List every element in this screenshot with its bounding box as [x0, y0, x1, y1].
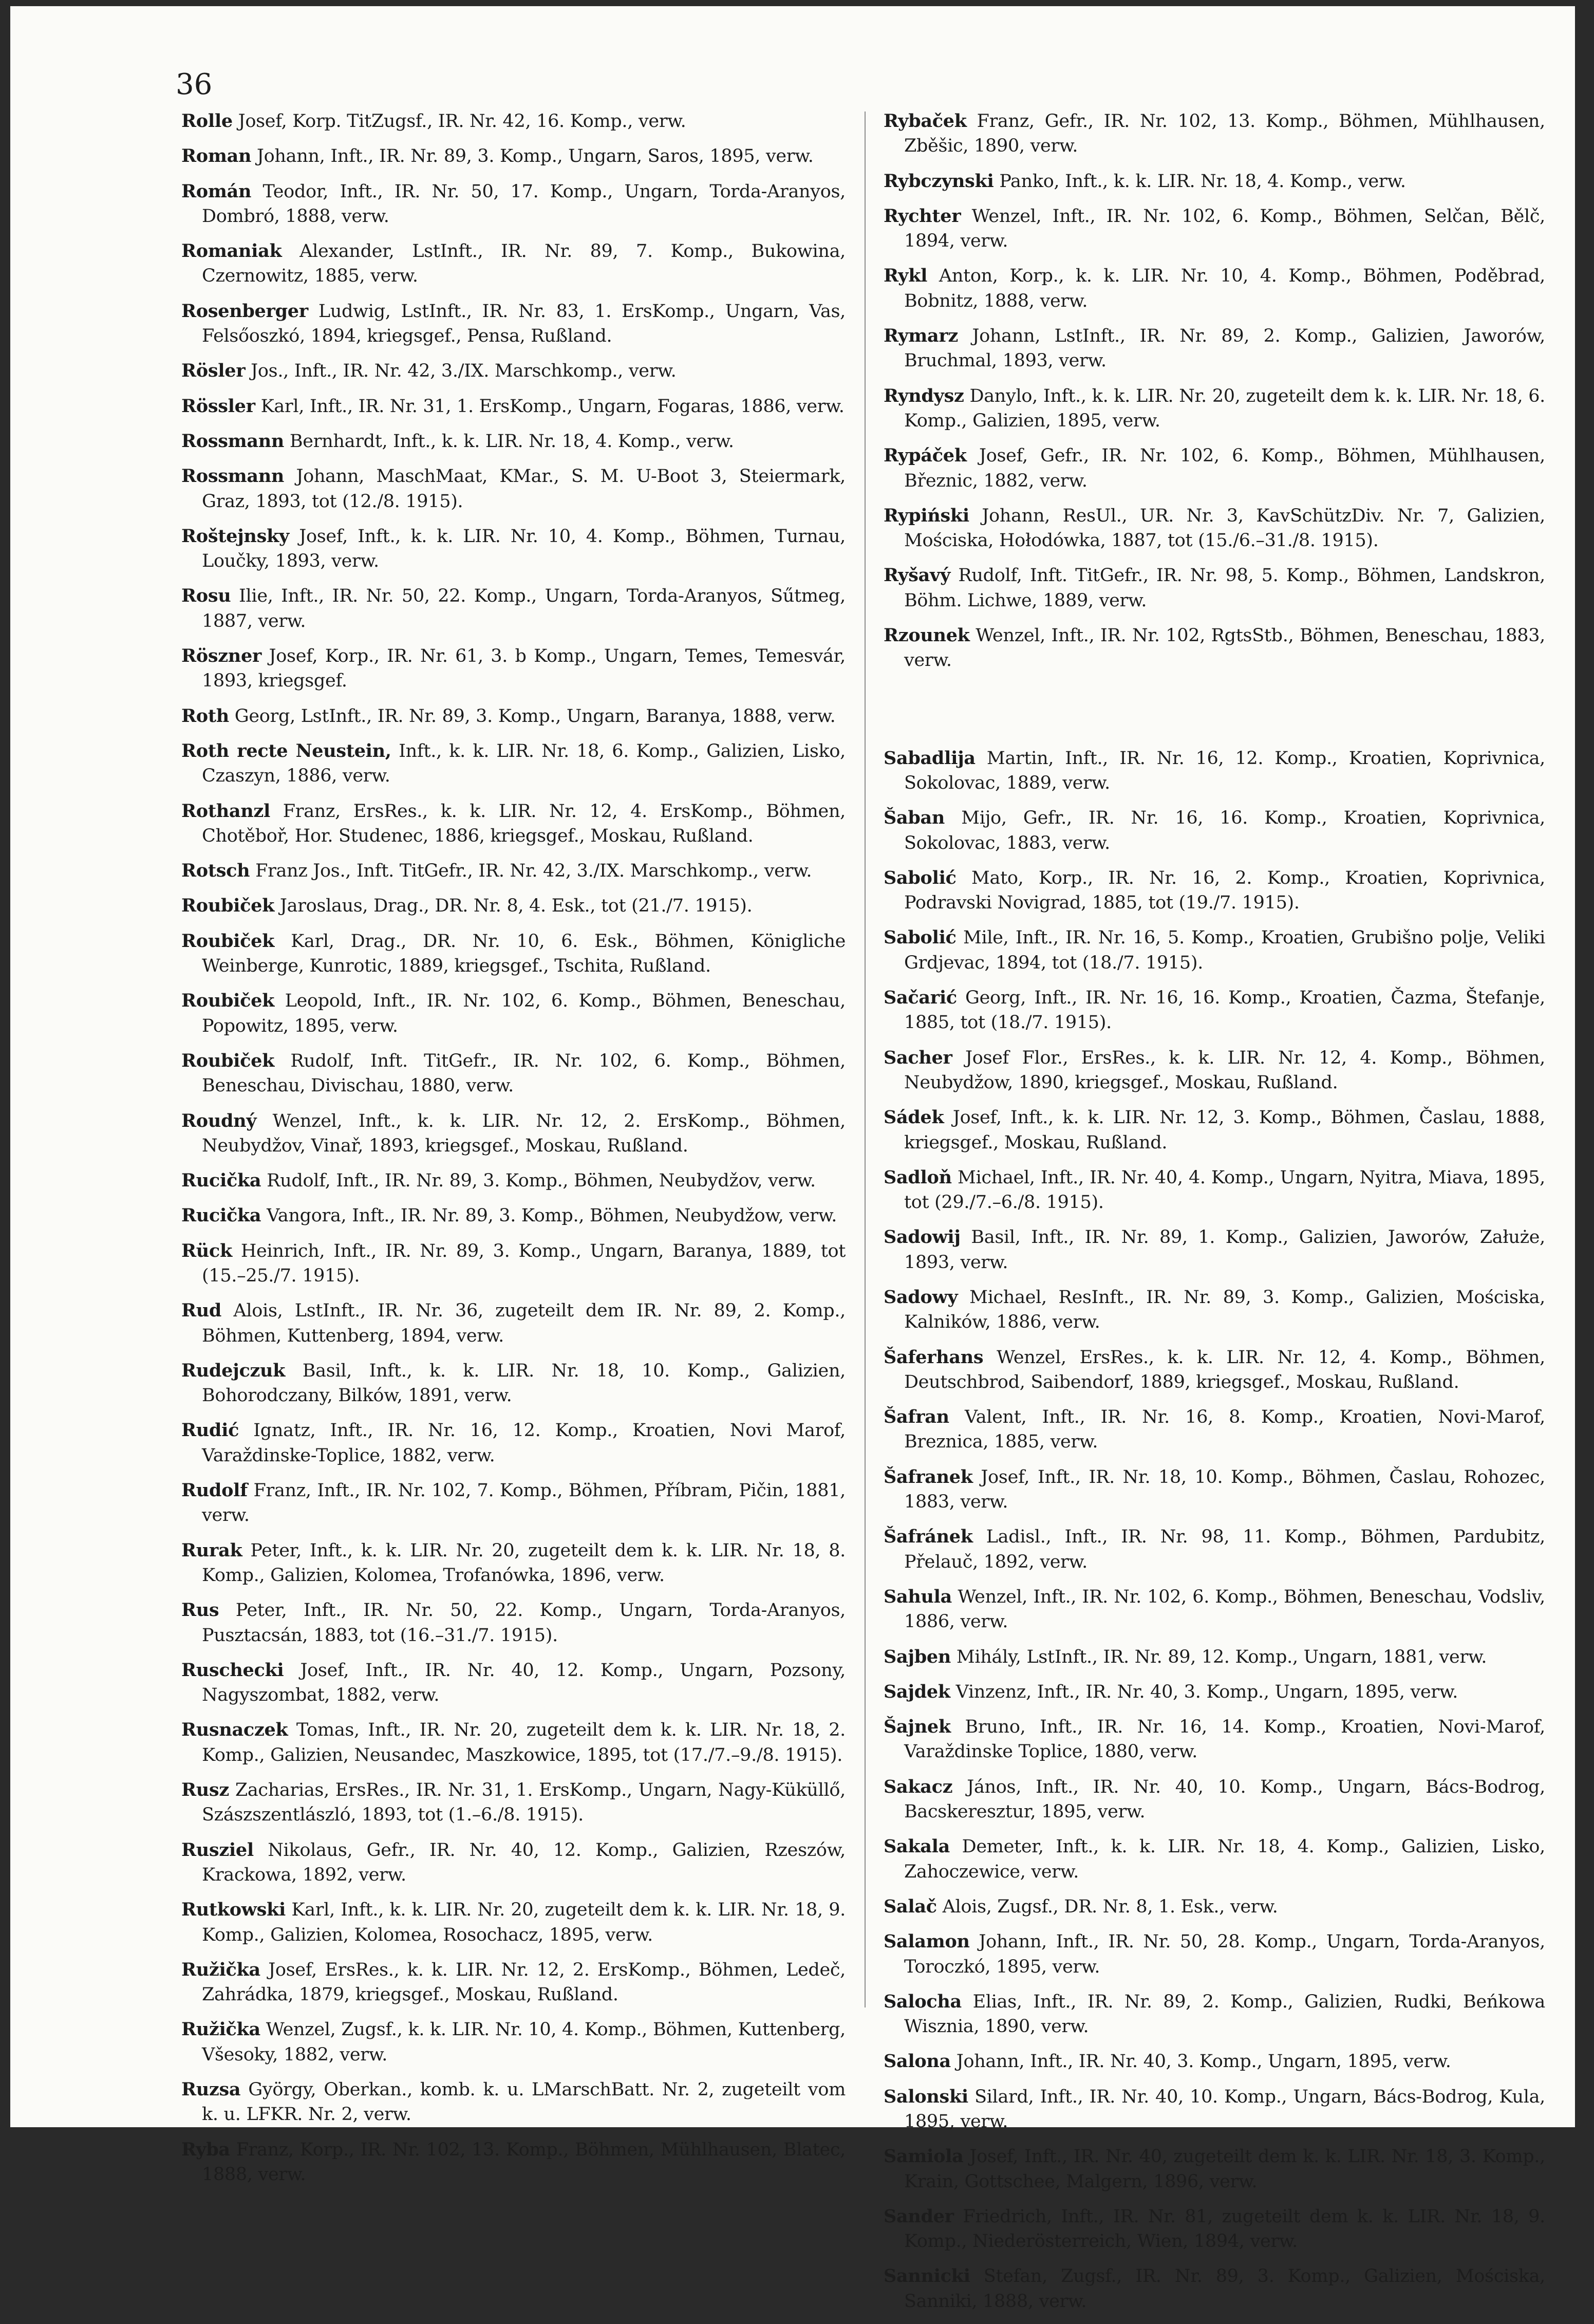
entry-details: Wenzel, ErsRes., k. k. LIR. Nr. 12, 4. Komp., Böhmen, Deutschbrod, Saibendorf, 1889, kriegsgef., Moskau, Rußland.	[904, 1347, 1545, 1392]
document-page	[10, 6, 1575, 2312]
entry-surname: Sander	[884, 2205, 954, 2227]
entry-details: Wenzel, Zugsf., k. k. LIR. Nr. 10, 4. Komp., Böhmen, Kuttenberg, Všesoky, 1882, verw.	[202, 2019, 846, 2065]
register-entry	[884, 169, 1545, 194]
register-entry	[884, 384, 1545, 434]
entry-details: Peter, Inft., IR. Nr. 50, 22. Komp., Ungarn, Torda-Aranyos, Pusztacsán, 1883, tot (16.–31./7. 1915).	[202, 1600, 846, 1646]
column-divider	[865, 111, 866, 2007]
entry-surname: Šajnek	[884, 1716, 951, 1738]
register-entry	[181, 1658, 846, 1708]
entry-details: Stefan, Zugsf., IR. Nr. 89, 3. Komp., Galizien, Mościska, Sanniki, 1888, verw.	[904, 2266, 1545, 2312]
entry-surname: Roštejnsky	[181, 525, 289, 547]
register-entry	[884, 2085, 1545, 2134]
entry-surname: Sabadlija	[884, 747, 976, 769]
entry-details: Michael, ResInft., IR. Nr. 89, 3. Komp., Galizien, Mościska, Kalników, 1886, verw.	[904, 1287, 1546, 1333]
register-entry	[181, 859, 846, 883]
entry-surname: Sačarić	[884, 987, 957, 1009]
entry-details: Leopold, Inft., IR. Nr. 102, 6. Komp., Böhmen, Beneschau, Popowitz, 1895, verw.	[202, 991, 846, 1036]
entry-surname: Šafran	[884, 1406, 949, 1428]
entry-surname: Sacher	[884, 1047, 952, 1068]
register-entry	[181, 299, 846, 349]
entry-surname: Roudný	[181, 1110, 257, 1131]
entry-details: Josef, Inft., IR. Nr. 40, 12. Komp., Ungarn, Pozsony, Nagyszombat, 1882, verw.	[202, 1660, 846, 1706]
entry-details: Vangora, Inft., IR. Nr. 89, 3. Komp., Böhmen, Neubydžow, verw.	[267, 1205, 837, 1226]
entry-surname: Sadloň	[884, 1166, 952, 1188]
entry-details: Elias, Inft., IR. Nr. 89, 2. Komp., Galizien, Rudki, Beńkowa Wisznia, 1890, verw.	[904, 1991, 1546, 2037]
register-entry	[181, 1718, 846, 1768]
entry-details: Franz, ErsRes., k. k. LIR. Nr. 12, 4. ErsKomp., Böhmen, Chotěboř, Hor. Studenec, 1886, kriegsgef., Moskau, Rußland.	[202, 801, 846, 846]
register-entry	[181, 644, 846, 694]
entry-surname: Šafránek	[884, 1526, 973, 1548]
entry-surname: Rusziel	[181, 1839, 254, 1861]
entry-surname: Rykl	[884, 265, 928, 287]
entry-details: Franz, Korp., IR. Nr. 102, 13. Komp., Böhmen, Mühlhausen, Blatec, 1888, verw.	[202, 2139, 846, 2185]
entry-details: Jos., Inft., IR. Nr. 42, 3./IX. Marschkomp., verw.	[251, 361, 677, 382]
entry-details: Wenzel, Inft., IR. Nr. 102, 6. Komp., Böhmen, Selčan, Bělč, 1894, verw.	[904, 206, 1546, 252]
entry-details: János, Inft., IR. Nr. 40, 10. Komp., Ungarn, Bács-Bodrog, Bacskeresztur, 1895, verw.	[904, 1776, 1545, 1823]
entry-details: Rudolf, Inft. TitGefr., IR. Nr. 102, 6. Komp., Böhmen, Beneschau, Divischau, 1880, verw.	[202, 1050, 846, 1096]
entry-details: Josef, Korp., IR. Nr. 61, 3. b Komp., Ungarn, Temes, Temesvár, 1893, kriegsgef.	[202, 646, 846, 692]
register-entry	[884, 443, 1545, 493]
entry-surname: Rossmann	[181, 430, 285, 452]
entry-surname: Sajben	[884, 1646, 951, 1667]
register-entry	[181, 1418, 846, 1468]
entry-surname: Rössler	[181, 395, 255, 417]
register-entry	[884, 1105, 1545, 1155]
entry-surname: Samiola	[884, 2146, 964, 2167]
entry-surname: Salamon	[884, 1931, 970, 1953]
register-entry	[181, 1838, 846, 1888]
entry-details: Karl, Drag., DR. Nr. 10, 6. Esk., Böhmen, Königliche Weinberge, Kunrotic, 1889, kriegsgef., Tschita, Rußland.	[202, 931, 846, 977]
entry-details: Danylo, Inft., k. k. LIR. Nr. 20, zugeteilt dem k. k. LIR. Nr. 18, 6. Komp., Galizien, 1895, verw.	[904, 385, 1546, 431]
register-entry	[884, 2264, 1545, 2314]
entry-surname: Rolle	[181, 110, 233, 132]
entry-surname: Rusz	[181, 1779, 229, 1801]
register-entry	[884, 1585, 1545, 1634]
entry-details: Jaroslaus, Drag., DR. Nr. 8, 4. Esk., tot (21./7. 1915).	[279, 896, 753, 917]
entry-details: Johann, ResUl., UR. Nr. 3, KavSchützDiv. Nr. 7, Galizien, Mościska, Hołodówka, 1887, tot (15./6.–31./8. 1915).	[904, 505, 1545, 551]
register-entry	[181, 739, 846, 789]
register-entry	[884, 264, 1545, 313]
entry-surname: Rösler	[181, 360, 246, 382]
register-entry	[884, 1680, 1545, 1704]
register-entry	[884, 2144, 1545, 2194]
register-entry	[181, 1538, 846, 1588]
entry-surname: Roubiček	[181, 990, 275, 1012]
register-entry	[884, 1285, 1545, 1335]
entry-details: Ilie, Inft., IR. Nr. 50, 22. Komp., Ungarn, Torda-Aranyos, Sűtmeg, 1887, verw.	[202, 586, 846, 631]
register-entry	[181, 524, 846, 574]
entry-surname: Sakacz	[884, 1776, 953, 1797]
entry-details: Basil, Inft., k. k. LIR. Nr. 18, 10. Komp., Galizien, Bohorodczany, Bilków, 1891, verw.	[202, 1360, 846, 1406]
register-entry	[884, 1465, 1545, 1515]
entry-details: Alois, LstInft., IR. Nr. 36, zugeteilt dem IR. Nr. 89, 2. Komp., Böhmen, Kuttenberg, 1894, verw.	[202, 1300, 846, 1346]
entry-details: Anton, Korp., k. k. LIR. Nr. 10, 4. Komp., Böhmen, Poděbrad, Bobnitz, 1888, verw.	[904, 266, 1546, 311]
entry-surname: Rudolf	[181, 1480, 248, 1501]
entry-surname: Sadowij	[884, 1226, 961, 1248]
entry-details: Alois, Zugsf., DR. Nr. 8, 1. Esk., verw.	[942, 1896, 1278, 1917]
entry-details: Inft., k. k. LIR. Nr. 18, 6. Komp., Galizien, Lisko, Czaszyn, 1886, verw.	[202, 740, 846, 787]
entry-surname: Roth recte Neustein,	[181, 740, 391, 761]
register-entry	[884, 2049, 1545, 2074]
register-entry	[181, 894, 846, 918]
entry-surname: Ružička	[181, 1959, 260, 1980]
register-entry	[884, 1715, 1545, 1764]
entry-details: Martin, Inft., IR. Nr. 16, 12. Komp., Kroatien, Koprivnica, Sokolovac, 1889, verw.	[904, 748, 1546, 793]
entry-surname: Rud	[181, 1300, 222, 1322]
entry-surname: Rus	[181, 1600, 219, 1621]
entry-surname: Rybaček	[884, 110, 967, 132]
register-entry	[884, 746, 1545, 796]
register-entry	[884, 1225, 1545, 1275]
entry-surname: Rudić	[181, 1420, 239, 1441]
entry-surname: Roman	[181, 145, 252, 167]
entry-surname: Sajdek	[884, 1681, 950, 1702]
entry-details: Josef, Korp. TitZugsf., IR. Nr. 42, 16. Komp., verw.	[238, 111, 686, 132]
entry-surname: Sadowy	[884, 1286, 958, 1308]
entry-details: Josef, Inft., k. k. LIR. Nr. 10, 4. Komp., Böhmen, Turnau, Loučky, 1893, verw.	[202, 526, 846, 572]
entry-details: Panko, Inft., k. k. LIR. Nr. 18, 4. Komp., verw.	[999, 171, 1406, 192]
section-gap	[884, 683, 1545, 746]
entry-surname: Ružička	[181, 2019, 260, 2040]
entry-details: Rudolf, Inft. TitGefr., IR. Nr. 98, 5. Komp., Böhmen, Landskron, Böhm. Lichwe, 1889, verw.	[904, 565, 1546, 611]
entry-surname: Salonski	[884, 2086, 968, 2107]
entry-details: Mijo, Gefr., IR. Nr. 16, 16. Komp., Kroatien, Koprivnica, Sokolovac, 1883, verw.	[904, 808, 1545, 853]
entry-surname: Sahula	[884, 1586, 952, 1607]
register-entry	[181, 1298, 846, 1348]
entry-details: Nikolaus, Gefr., IR. Nr. 40, 12. Komp., Galizien, Rzeszów, Krackowa, 1892, verw.	[202, 1839, 846, 1885]
entry-details: Franz, Gefr., IR. Nr. 102, 13. Komp., Böhmen, Mühlhausen, Zběšic, 1890, verw.	[904, 111, 1545, 157]
register-entry	[884, 1645, 1545, 1669]
entry-details: Franz Jos., Inft. TitGefr., IR. Nr. 42, 3./IX. Marschkomp., verw.	[255, 861, 812, 882]
register-entry	[181, 929, 846, 979]
entry-details: Johann, MaschMaat, KMar., S. M. U-Boot 3, Steiermark, Graz, 1893, tot (12./8. 1915).	[202, 466, 846, 512]
entry-details: Josef Flor., ErsRes., k. k. LIR. Nr. 12, 4. Komp., Böhmen, Neubydžow, 1890, kriegsgef., Moskau, Rußland.	[904, 1047, 1545, 1093]
register-entry	[884, 1929, 1545, 1979]
right-column	[884, 109, 1545, 2324]
entry-details: Josef, Inft., IR. Nr. 40, zugeteilt dem k. k. LIR. Nr. 18, 3. Komp., Krain, Gottschee, Malgern, 1896, verw.	[904, 2146, 1545, 2192]
entry-details: Ladisl., Inft., IR. Nr. 98, 11. Komp., Böhmen, Pardubitz, Přelauč, 1892, verw.	[904, 1527, 1545, 1572]
register-entry	[884, 806, 1545, 856]
register-entry	[884, 324, 1545, 374]
entry-details: Tomas, Inft., IR. Nr. 20, zugeteilt dem k. k. LIR. Nr. 18, 2. Komp., Galizien, Neusandec, Maszkowice, 1895, tot (17./7.–9./8. 1915).	[202, 1720, 846, 1765]
register-entry	[181, 2017, 846, 2067]
entry-details: Karl, Inft., IR. Nr. 31, 1. ErsKomp., Ungarn, Fogaras, 1886, verw.	[260, 396, 845, 417]
entry-surname: Roubiček	[181, 930, 275, 952]
entry-surname: Sabolić	[884, 867, 957, 888]
entry-details: Friedrich, Inft., IR. Nr. 81, zugeteilt dem k. k. LIR. Nr. 18, 9. Komp., Niederösterreich, Wien, 1894, verw.	[904, 2206, 1546, 2252]
register-entry	[181, 1598, 846, 1648]
entry-surname: Rotsch	[181, 860, 250, 882]
entry-surname: Rosu	[181, 585, 231, 607]
entry-surname: Rosenberger	[181, 300, 308, 322]
entry-surname: Rück	[181, 1240, 232, 1261]
register-entry	[181, 464, 846, 514]
entry-details: Wenzel, Inft., IR. Nr. 102, RgtsStb., Böhmen, Beneschau, 1883, verw.	[904, 625, 1545, 671]
register-entry	[884, 563, 1545, 613]
register-entry	[884, 1345, 1545, 1395]
register-entry	[884, 986, 1545, 1035]
register-entry	[884, 109, 1545, 159]
entry-details: Josef, Inft., IR. Nr. 18, 10. Komp., Böhmen, Časlau, Rohozec, 1883, verw.	[904, 1466, 1545, 1513]
entry-details: Mato, Korp., IR. Nr. 16, 2. Komp., Kroatien, Koprivnica, Podravski Novigrad, 1885, tot (19./7. 1915).	[904, 867, 1545, 914]
entry-details: Basil, Inft., IR. Nr. 89, 1. Komp., Galizien, Jaworów, Załuże, 1893, verw.	[904, 1227, 1545, 1273]
entry-surname: Román	[181, 180, 252, 202]
entry-details: Georg, LstInft., IR. Nr. 89, 3. Komp., Ungarn, Baranya, 1888, verw.	[234, 705, 836, 727]
entry-surname: Ryšavý	[884, 565, 951, 586]
entry-surname: Rychter	[884, 205, 961, 227]
entry-details: Mihály, LstInft., IR. Nr. 89, 12. Komp., Ungarn, 1881, verw.	[956, 1646, 1487, 1667]
register-entry	[181, 239, 846, 289]
register-entry	[884, 204, 1545, 254]
entry-details: Vinzenz, Inft., IR. Nr. 40, 3. Komp., Ungarn, 1895, verw.	[955, 1681, 1458, 1702]
entry-details: Bruno, Inft., IR. Nr. 16, 14. Komp., Kroatien, Novi-Marof, Varaždinske Toplice, 1880, verw.	[904, 1717, 1545, 1762]
entry-surname: Salona	[884, 2051, 951, 2072]
page-number: 36	[176, 68, 213, 101]
register-entry	[181, 1109, 846, 1159]
left-column	[181, 109, 846, 2197]
register-entry	[884, 1524, 1545, 1574]
entry-surname: Rymarz	[884, 325, 959, 347]
entry-details: Peter, Inft., k. k. LIR. Nr. 20, zugeteilt dem k. k. LIR. Nr. 18, 8. Komp., Galizien, Kolomea, Trofanówka, 1896, verw.	[202, 1540, 846, 1586]
entry-details: Georg, Inft., IR. Nr. 16, 16. Komp., Kroatien, Čazma, Štefanje, 1885, tot (18./7. 1915).	[904, 988, 1545, 1033]
entry-surname: Rucička	[181, 1170, 261, 1192]
register-entry	[181, 2077, 846, 2127]
register-entry	[181, 1359, 846, 1408]
entry-details: Josef, Gefr., IR. Nr. 102, 6. Komp., Böhmen, Mühlhausen, Březnic, 1882, verw.	[904, 445, 1545, 491]
register-entry	[181, 799, 846, 849]
entry-details: Heinrich, Inft., IR. Nr. 89, 3. Komp., Ungarn, Baranya, 1889, tot (15.–25./7. 1915).	[202, 1240, 846, 1286]
entry-details: Josef, ErsRes., k. k. LIR. Nr. 12, 2. ErsKomp., Böhmen, Ledeč, Zahrádka, 1879, kriegsgef., Moskau, Rußland.	[202, 1959, 846, 2005]
entry-details: Silard, Inft., IR. Nr. 40, 10. Komp., Ungarn, Bács-Bodrog, Kula, 1895, verw.	[904, 2086, 1545, 2132]
register-entry	[181, 1778, 846, 1828]
entry-surname: Ryba	[181, 2139, 230, 2160]
entry-details: Rudolf, Inft., IR. Nr. 89, 3. Komp., Böhmen, Neubydžov, verw.	[267, 1170, 816, 1192]
entry-details: Johann, Inft., IR. Nr. 40, 3. Komp., Ungarn, 1895, verw.	[956, 2051, 1451, 2072]
entry-details: Michael, Inft., IR. Nr. 40, 4. Komp., Ungarn, Nyitra, Miava, 1895, tot (29./7.–6./8. 1915).	[904, 1167, 1546, 1213]
register-entry	[884, 1775, 1545, 1825]
register-entry	[884, 1046, 1545, 1095]
entry-surname: Rypiński	[884, 505, 969, 526]
register-entry	[181, 2137, 846, 2187]
entry-details: Johann, Inft., IR. Nr. 89, 3. Komp., Ungarn, Saros, 1895, verw.	[256, 146, 814, 167]
entry-surname: Rutkowski	[181, 1899, 286, 1921]
register-entry	[884, 504, 1545, 553]
entry-surname: Ruzsa	[181, 2079, 241, 2100]
register-entry	[181, 144, 846, 169]
register-entry	[884, 925, 1545, 975]
register-entry	[181, 1239, 846, 1289]
register-entry	[181, 1478, 846, 1528]
entry-surname: Roth	[181, 705, 229, 727]
entry-surname: Roubiček	[181, 895, 275, 917]
entry-surname: Romaniak	[181, 240, 282, 262]
register-entry	[884, 1165, 1545, 1215]
entry-details: Johann, LstInft., IR. Nr. 89, 2. Komp., Galizien, Jaworów, Bruchmal, 1893, verw.	[904, 326, 1545, 371]
entry-details: Mile, Inft., IR. Nr. 16, 5. Komp., Kroatien, Grubišno polje, Veliki Grdjevac, 1894, tot (18./7. 1915).	[904, 927, 1545, 973]
entry-surname: Šaferhans	[884, 1346, 984, 1368]
entry-details: Karl, Inft., k. k. LIR. Nr. 20, zugeteilt dem k. k. LIR. Nr. 18, 9. Komp., Galizien, Kolomea, Rosochacz, 1895, verw.	[202, 1900, 846, 1945]
register-entry	[884, 1405, 1545, 1455]
entry-surname: Salocha	[884, 1991, 962, 2012]
entry-details: Alexander, LstInft., IR. Nr. 89, 7. Komp., Bukowina, Czernowitz, 1885, verw.	[202, 241, 846, 287]
entry-details: Demeter, Inft., k. k. LIR. Nr. 18, 4. Komp., Galizien, Lisko, Zahoczewice, verw.	[904, 1836, 1546, 1882]
register-entry	[181, 1958, 846, 2007]
right-column-r-section	[884, 109, 1545, 673]
entry-details: Teodor, Inft., IR. Nr. 50, 17. Komp., Ungarn, Torda-Aranyos, Dombró, 1888, verw.	[202, 181, 846, 227]
register-entry	[181, 1168, 846, 1193]
register-entry	[181, 1898, 846, 1947]
register-entry	[181, 1203, 846, 1228]
entry-surname: Roubiček	[181, 1050, 275, 1071]
register-entry	[884, 2204, 1545, 2254]
right-column-s-section	[884, 746, 1545, 2314]
entry-surname: Sakala	[884, 1836, 950, 1857]
entry-details: Franz, Inft., IR. Nr. 102, 7. Komp., Böhmen, Příbram, Pičin, 1881, verw.	[202, 1480, 846, 1526]
entry-surname: Rossmann	[181, 466, 285, 487]
entry-details: György, Oberkan., komb. k. u. LMarschBatt. Nr. 2, zugeteilt vom k. u. LFKR. Nr. 2, verw.	[202, 2079, 846, 2125]
entry-surname: Sádek	[884, 1107, 944, 1128]
entry-surname: Rurak	[181, 1539, 242, 1561]
entry-surname: Rucička	[181, 1205, 261, 1226]
register-entry	[181, 394, 846, 419]
register-entry	[181, 989, 846, 1038]
register-entry	[181, 429, 846, 454]
entry-details: Wenzel, Inft., k. k. LIR. Nr. 12, 2. ErsKomp., Böhmen, Neubydžov, Vinař, 1893, kriegsgef., Moskau, Rußland.	[202, 1110, 846, 1156]
entry-surname: Rypáček	[884, 445, 967, 467]
entry-details: Johann, Inft., IR. Nr. 50, 28. Komp., Ungarn, Torda-Aranyos, Toroczkó, 1895, verw.	[904, 1931, 1545, 1977]
register-entry	[884, 623, 1545, 673]
entry-surname: Rothanzl	[181, 800, 270, 822]
entry-surname: Röszner	[181, 645, 262, 667]
entry-details: Valent, Inft., IR. Nr. 16, 8. Komp., Kroatien, Novi-Marof, Breznica, 1885, verw.	[904, 1407, 1546, 1453]
entry-surname: Ruschecki	[181, 1659, 284, 1681]
entry-surname: Sabolić	[884, 927, 957, 949]
register-entry	[181, 109, 846, 134]
entry-surname: Sannicki	[884, 2265, 970, 2287]
register-entry	[884, 1990, 1545, 2039]
register-entry	[181, 179, 846, 229]
entry-surname: Rybczynski	[884, 170, 994, 192]
register-entry	[181, 1049, 846, 1099]
entry-details: Ludwig, LstInft., IR. Nr. 83, 1. ErsKomp., Ungarn, Vas, Felsőoszkó, 1894, kriegsgef., Pensa, Rußland.	[202, 301, 846, 347]
entry-surname: Ryndysz	[884, 385, 964, 406]
register-entry	[884, 1894, 1545, 1919]
entry-details: Ignatz, Inft., IR. Nr. 16, 12. Komp., Kroatien, Novi Marof, Varaždinske-Toplice, 1882, verw.	[202, 1420, 846, 1466]
register-entry	[181, 584, 846, 634]
entry-details: Wenzel, Inft., IR. Nr. 102, 6. Komp., Böhmen, Beneschau, Vodsliv, 1886, verw.	[904, 1586, 1545, 1632]
register-entry	[181, 359, 846, 383]
entry-surname: Rusnaczek	[181, 1719, 288, 1741]
entry-surname: Šaban	[884, 807, 945, 829]
entry-surname: Rudejczuk	[181, 1360, 286, 1381]
entry-surname: Salač	[884, 1895, 937, 1917]
entry-surname: Rzounek	[884, 625, 970, 646]
register-entry	[884, 1834, 1545, 1884]
entry-details: Bernhardt, Inft., k. k. LIR. Nr. 18, 4. Komp., verw.	[289, 431, 734, 452]
register-entry	[884, 866, 1545, 916]
register-entry	[181, 704, 846, 729]
entry-details: Zacharias, ErsRes., IR. Nr. 31, 1. ErsKomp., Ungarn, Nagy-Küküllő, Szászszentlászló, 1893, tot (1.–6./8. 1915).	[202, 1780, 846, 1826]
entry-surname: Šafranek	[884, 1466, 973, 1488]
entry-details: Josef, Inft., k. k. LIR. Nr. 12, 3. Komp., Böhmen, Časlau, 1888, kriegsgef., Moskau, Rußland.	[904, 1107, 1545, 1153]
